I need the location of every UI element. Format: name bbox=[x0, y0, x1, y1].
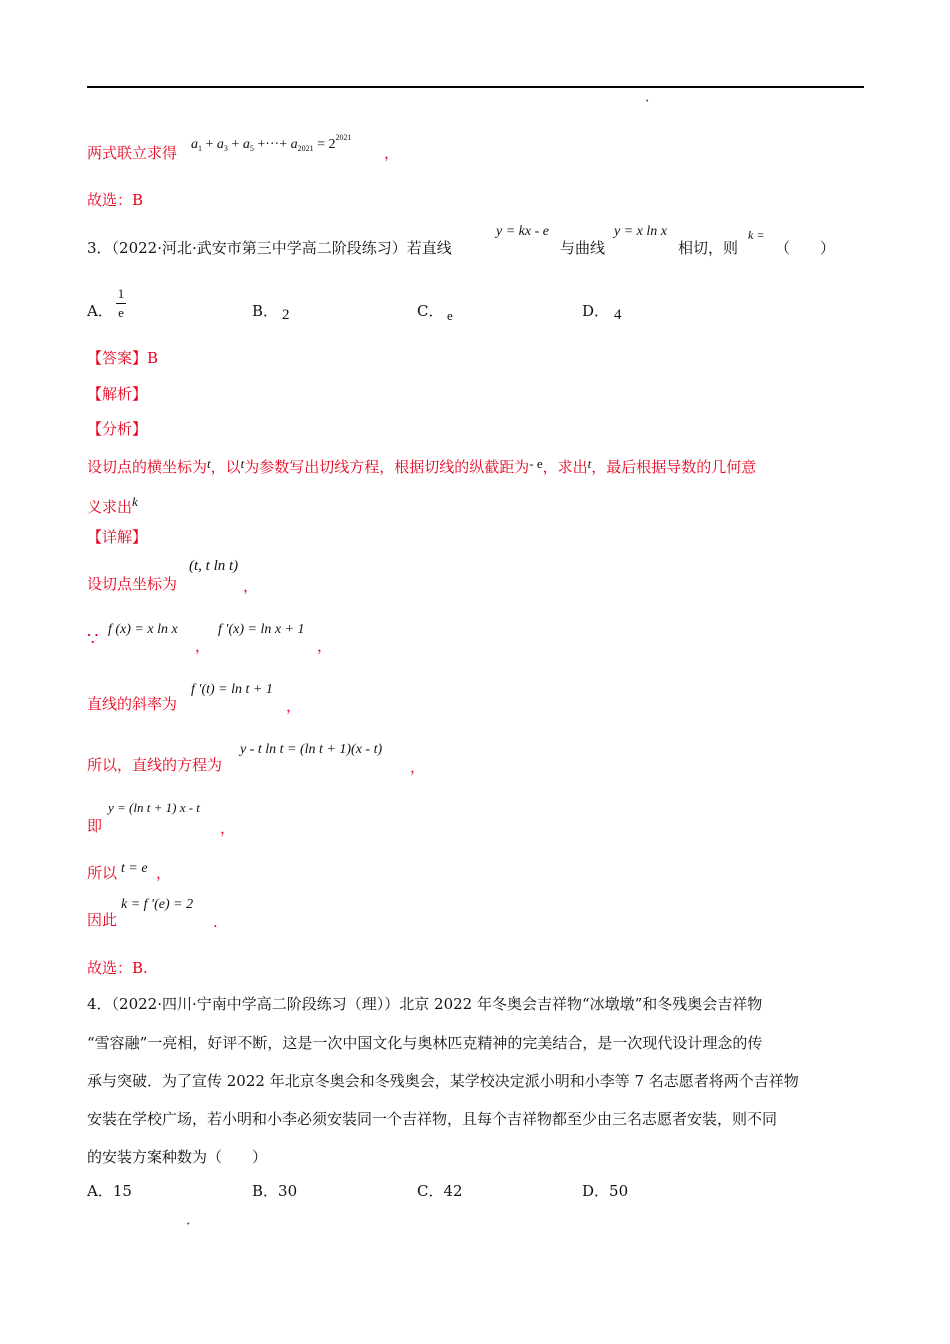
q3-because-symbol: ∵ bbox=[87, 629, 99, 650]
header-rule bbox=[87, 86, 864, 88]
q3-step4-eq: y - t ln t = (ln t + 1)(x - t) bbox=[240, 742, 383, 757]
scan-mark: • bbox=[646, 98, 649, 105]
q3-step5-comma: ， bbox=[220, 819, 236, 837]
q3-option-c-letter: C． bbox=[417, 302, 444, 320]
q3-option-b-letter: B． bbox=[252, 302, 279, 320]
prev-formula: $a_1 + a_3 + a_5$ +···+ $a_{2021} = 2^{2021}$ bbox=[191, 133, 352, 153]
q4-option-d: D．50 bbox=[582, 1182, 629, 1200]
q3-answer-label: 【答案】B bbox=[87, 349, 159, 367]
q3-step4-text: 所以，直线的方程为 bbox=[87, 756, 223, 774]
q3-step7-text: 因此 bbox=[87, 911, 118, 929]
q3-step7-period: . bbox=[213, 913, 218, 931]
q3-step6-comma: ， bbox=[156, 864, 172, 882]
prev-answer: 故选：B bbox=[87, 191, 144, 209]
q3-step6-text: 所以 bbox=[87, 864, 118, 882]
prev-comma: ， bbox=[384, 144, 400, 162]
q3-option-a-fraction: 1 e bbox=[117, 286, 125, 320]
prev-line1: 两式联立求得 bbox=[87, 144, 178, 162]
q4-line-5: 的安装方案种数为（ ） bbox=[87, 1148, 268, 1166]
q3-mid1: 与曲线 bbox=[560, 239, 606, 257]
q3-step1-comma: ， bbox=[243, 577, 259, 595]
q3-eq1: y = kx - e bbox=[496, 224, 549, 239]
q3-detail-label: 【详解】 bbox=[87, 528, 148, 546]
q3-step2-sep: ， bbox=[195, 637, 211, 655]
q3-step7-eq: k = f ′(e) = 2 bbox=[121, 897, 194, 912]
q4-option-b: B．30 bbox=[252, 1182, 298, 1200]
q3-step2-comma: ， bbox=[317, 637, 333, 655]
q4-line-4: 安装在学校广场，若小明和小李必须安装同一个吉祥物，且每个吉祥物都至少由三名志愿者安装，则不同 bbox=[87, 1110, 778, 1128]
q4-line-2: “雪容融”一亮相，好评不断，这是一次中国文化与奥林匹克精神的完美结合，是一次现代设计理念的传 bbox=[87, 1034, 763, 1052]
q3-option-c-value: e bbox=[447, 308, 453, 323]
q3-step2-eq2: f ′(x) = ln x + 1 bbox=[218, 622, 305, 637]
q3-step1-text: 设切点坐标为 bbox=[87, 575, 178, 593]
q3-step1-eq: (t, t ln t) bbox=[189, 558, 239, 574]
q3-eq2: y = x ln x bbox=[614, 224, 667, 239]
q3-eq3: k = bbox=[748, 228, 765, 242]
q3-step3-comma: ， bbox=[286, 697, 302, 715]
q3-step3-eq: f ′(t) = ln t + 1 bbox=[191, 682, 273, 697]
q3-step2-eq1: f (x) = x ln x bbox=[108, 622, 178, 637]
q3-fenxi-line1: 设切点的横坐标为t，以t为参数写出切线方程，根据切线的纵截距为- e，求出t，最后根据导数的几何意 bbox=[87, 456, 757, 476]
q3-step4-comma: ， bbox=[410, 758, 426, 776]
q3-step6-eq: t = e bbox=[121, 861, 148, 876]
q3-final: 故选：B. bbox=[87, 959, 148, 977]
scan-mark-bottom: • bbox=[187, 1221, 190, 1228]
q3-step5-text: 即 bbox=[87, 817, 103, 835]
q3-fenxi-label: 【分析】 bbox=[87, 420, 148, 438]
q3-step3-text: 直线的斜率为 bbox=[87, 695, 178, 713]
q4-option-a: A．15 bbox=[87, 1182, 132, 1200]
q4-line-1: 4．（2022·四川·宁南中学高二阶段练习（理））北京 2022 年冬奥会吉祥物“冰墩墩”和冬残奥会吉祥物 bbox=[87, 995, 763, 1013]
q3-prefix: 3．（2022·河北·武安市第三中学高二阶段练习）若直线 bbox=[87, 239, 452, 257]
q3-option-b-value: 2 bbox=[282, 307, 290, 323]
q3-tail: （ ） bbox=[775, 239, 836, 257]
q3-step5-eq: y = (ln t + 1) x - t bbox=[108, 800, 200, 815]
q3-analysis-label: 【解析】 bbox=[87, 385, 148, 403]
q3-mid2: 相切，则 bbox=[678, 239, 739, 257]
q4-line-3: 承与突破．为了宣传 2022 年北京冬奥会和冬残奥会，某学校决定派小明和小李等 7 名志愿者将两个吉祥物 bbox=[87, 1072, 799, 1090]
q3-option-d-value: 4 bbox=[614, 307, 622, 323]
q4-option-c: C．42 bbox=[417, 1182, 463, 1200]
q3-option-d-letter: D． bbox=[582, 302, 610, 320]
q3-option-a-letter: A． bbox=[87, 302, 113, 320]
q3-fenxi-line2: 义求出k bbox=[87, 494, 138, 516]
